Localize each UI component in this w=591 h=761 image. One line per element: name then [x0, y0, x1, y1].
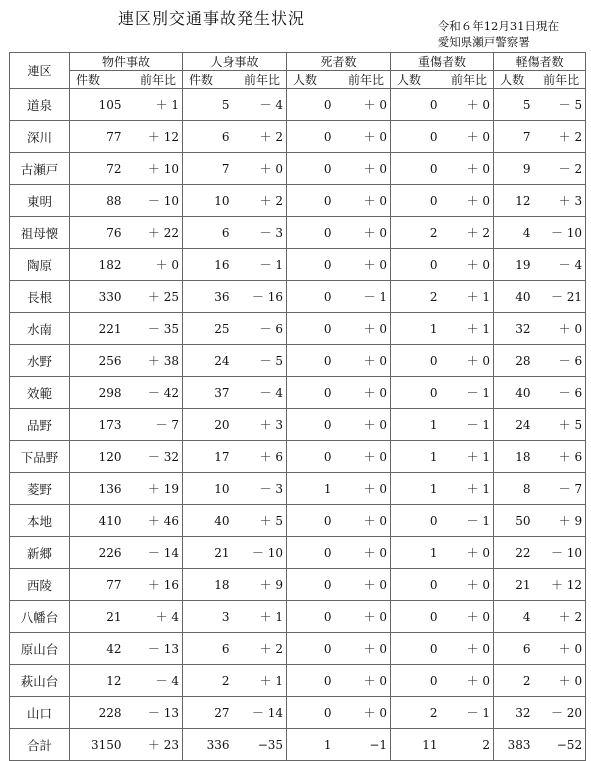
property-count-cell: 12 — [70, 665, 125, 697]
serious-diff-cell: ＋ 1 — [441, 441, 494, 473]
accident-stats-table — [9, 52, 586, 761]
property-count-cell: 77 — [70, 121, 125, 153]
minor-count-cell: 22 — [494, 537, 534, 569]
injury-diff-cell: － 3 — [233, 217, 287, 249]
district-name-cell: 山口 — [10, 697, 70, 729]
deaths-diff-cell: ＋ 0 — [335, 377, 391, 409]
district-header: 連区 — [10, 53, 70, 89]
serious-count-cell: 0 — [391, 505, 441, 537]
injury-count-cell: 6 — [183, 633, 233, 665]
deaths-count-cell: 0 — [287, 665, 335, 697]
property-diff-cell: ＋ 4 — [125, 601, 183, 633]
deaths-count-cell: 1 — [287, 473, 335, 505]
injury-diff-cell: － 4 — [233, 89, 287, 121]
deaths-count-cell: 1 — [287, 729, 335, 761]
serious-diff-cell: ＋ 0 — [441, 153, 494, 185]
minor-diff-cell: ＋ 0 — [534, 313, 586, 345]
district-name-cell: 深川 — [10, 121, 70, 153]
serious-count-cell: 11 — [391, 729, 441, 761]
deaths-diff-cell: － 1 — [335, 281, 391, 313]
serious-count-cell: 1 — [391, 473, 441, 505]
minor-count-cell: 12 — [494, 185, 534, 217]
serious-count-cell: 0 — [391, 633, 441, 665]
deaths-diff-cell: ＋ 0 — [335, 473, 391, 505]
minor-diff-cell: － 10 — [534, 217, 586, 249]
injury-count-cell: 21 — [183, 537, 233, 569]
minor-count-cell: 21 — [494, 569, 534, 601]
district-name-cell: 西陵 — [10, 569, 70, 601]
injury-diff-cell: － 6 — [233, 313, 287, 345]
property-diff-cell: － 14 — [125, 537, 183, 569]
district-name-cell: 八幡台 — [10, 601, 70, 633]
minor-diff-cell: － 2 — [534, 153, 586, 185]
minor-diff-cell: ＋ 9 — [534, 505, 586, 537]
minor-count-cell: 6 — [494, 633, 534, 665]
injury-count-cell: 37 — [183, 377, 233, 409]
table-row — [10, 281, 586, 313]
serious-diff-cell: ＋ 0 — [441, 601, 494, 633]
subheader-injury: 件数 前年比 — [183, 71, 287, 89]
deaths-diff-cell: ＋ 0 — [335, 537, 391, 569]
minor-diff-cell: － 4 — [534, 249, 586, 281]
property-count-cell: 173 — [70, 409, 125, 441]
deaths-count-cell: 0 — [287, 697, 335, 729]
property-count-cell: 120 — [70, 441, 125, 473]
injury-diff-cell: ＋ 3 — [233, 409, 287, 441]
table-row — [10, 569, 586, 601]
property-diff-cell: － 42 — [125, 377, 183, 409]
injury-count-cell: 3 — [183, 601, 233, 633]
property-count-cell: 3150 — [70, 729, 125, 761]
table-row — [10, 633, 586, 665]
serious-diff-cell: 2 — [441, 729, 494, 761]
property-count-cell: 21 — [70, 601, 125, 633]
serious-count-cell: 1 — [391, 313, 441, 345]
injury-count-cell: 27 — [183, 697, 233, 729]
header-sub-row — [10, 71, 586, 89]
district-name-cell: 水南 — [10, 313, 70, 345]
serious-count-cell: 1 — [391, 441, 441, 473]
serious-diff-cell: ＋ 2 — [441, 217, 494, 249]
deaths-diff-cell: ＋ 0 — [335, 569, 391, 601]
minor-count-cell: 4 — [494, 601, 534, 633]
table-row — [10, 697, 586, 729]
page-title: 連区別交通事故発生状況 — [118, 9, 306, 28]
district-name-cell: 原山台 — [10, 633, 70, 665]
deaths-count-cell: 0 — [287, 345, 335, 377]
serious-count-cell: 2 — [391, 697, 441, 729]
property-diff-cell: － 35 — [125, 313, 183, 345]
table-row — [10, 505, 586, 537]
deaths-diff-cell: ＋ 0 — [335, 441, 391, 473]
deaths-diff-cell: ＋ 0 — [335, 153, 391, 185]
property-diff-cell: ＋ 19 — [125, 473, 183, 505]
minor-diff-cell: － 21 — [534, 281, 586, 313]
injury-count-cell: 10 — [183, 185, 233, 217]
deaths-diff-cell: ＋ 0 — [335, 313, 391, 345]
injury-diff-cell: ＋ 9 — [233, 569, 287, 601]
table-row — [10, 345, 586, 377]
property-diff-cell: － 13 — [125, 633, 183, 665]
property-diff-cell: ＋ 0 — [125, 249, 183, 281]
group-header-property: 物件事故 — [70, 53, 183, 71]
injury-diff-cell: −35 — [233, 729, 287, 761]
minor-count-cell: 32 — [494, 313, 534, 345]
minor-count-cell: 40 — [494, 281, 534, 313]
serious-count-cell: 0 — [391, 121, 441, 153]
deaths-count-cell: 0 — [287, 249, 335, 281]
minor-diff-cell: － 6 — [534, 377, 586, 409]
serious-diff-cell: ＋ 0 — [441, 537, 494, 569]
minor-count-cell: 4 — [494, 217, 534, 249]
serious-count-cell: 0 — [391, 569, 441, 601]
property-count-cell: 72 — [70, 153, 125, 185]
serious-diff-cell: － 1 — [441, 377, 494, 409]
property-count-cell: 76 — [70, 217, 125, 249]
serious-diff-cell: － 1 — [441, 409, 494, 441]
injury-diff-cell: ＋ 2 — [233, 185, 287, 217]
serious-count-cell: 0 — [391, 601, 441, 633]
table-row — [10, 441, 586, 473]
deaths-count-cell: 0 — [287, 633, 335, 665]
district-name-cell: 萩山台 — [10, 665, 70, 697]
minor-count-cell: 5 — [494, 89, 534, 121]
property-diff-cell: ＋ 1 — [125, 89, 183, 121]
property-diff-cell: ＋ 10 — [125, 153, 183, 185]
report-meta — [438, 18, 559, 50]
injury-count-cell: 18 — [183, 569, 233, 601]
injury-diff-cell: ＋ 0 — [233, 153, 287, 185]
deaths-diff-cell: −1 — [335, 729, 391, 761]
minor-diff-cell: ＋ 2 — [534, 601, 586, 633]
property-diff-cell: ＋ 12 — [125, 121, 183, 153]
serious-diff-cell: ＋ 0 — [441, 121, 494, 153]
minor-diff-cell: － 5 — [534, 89, 586, 121]
injury-count-cell: 2 — [183, 665, 233, 697]
serious-count-cell: 0 — [391, 185, 441, 217]
injury-diff-cell: － 4 — [233, 377, 287, 409]
property-count-cell: 105 — [70, 89, 125, 121]
minor-count-cell: 9 — [494, 153, 534, 185]
table-row — [10, 249, 586, 281]
as-of-date: 令和６年12月31日現在 — [437, 19, 559, 33]
injury-count-cell: 40 — [183, 505, 233, 537]
minor-diff-cell: ＋ 0 — [534, 665, 586, 697]
serious-diff-cell: ＋ 0 — [441, 249, 494, 281]
property-count-cell: 256 — [70, 345, 125, 377]
district-name-cell: 菱野 — [10, 473, 70, 505]
injury-count-cell: 17 — [183, 441, 233, 473]
table-row — [10, 377, 586, 409]
district-name-cell: 水野 — [10, 345, 70, 377]
deaths-count-cell: 0 — [287, 121, 335, 153]
minor-count-cell: 18 — [494, 441, 534, 473]
injury-count-cell: 7 — [183, 153, 233, 185]
deaths-diff-cell: ＋ 0 — [335, 665, 391, 697]
district-name-cell: 古瀬戸 — [10, 153, 70, 185]
district-name-cell: 東明 — [10, 185, 70, 217]
property-count-cell: 410 — [70, 505, 125, 537]
district-name-cell: 合計 — [10, 729, 70, 761]
serious-diff-cell: ＋ 1 — [441, 313, 494, 345]
organization-name: 愛知県瀬戸警察署 — [437, 35, 530, 49]
group-header-injury: 人身事故 — [183, 53, 287, 71]
deaths-diff-cell: ＋ 0 — [335, 217, 391, 249]
district-name-cell: 祖母懐 — [10, 217, 70, 249]
minor-count-cell: 40 — [494, 377, 534, 409]
injury-count-cell: 24 — [183, 345, 233, 377]
minor-count-cell: 24 — [494, 409, 534, 441]
serious-count-cell: 0 — [391, 89, 441, 121]
minor-count-cell: 7 — [494, 121, 534, 153]
property-diff-cell: ＋ 25 — [125, 281, 183, 313]
injury-diff-cell: － 10 — [233, 537, 287, 569]
property-count-cell: 228 — [70, 697, 125, 729]
property-count-cell: 221 — [70, 313, 125, 345]
minor-diff-cell: ＋ 6 — [534, 441, 586, 473]
deaths-diff-cell: ＋ 0 — [335, 345, 391, 377]
subheader-deaths: 人数 前年比 — [287, 71, 391, 89]
minor-diff-cell: － 20 — [534, 697, 586, 729]
serious-count-cell: 2 — [391, 281, 441, 313]
injury-count-cell: 36 — [183, 281, 233, 313]
deaths-count-cell: 0 — [287, 505, 335, 537]
injury-count-cell: 16 — [183, 249, 233, 281]
minor-diff-cell: ＋ 12 — [534, 569, 586, 601]
minor-count-cell: 2 — [494, 665, 534, 697]
property-diff-cell: ＋ 38 — [125, 345, 183, 377]
minor-diff-cell: ＋ 0 — [534, 633, 586, 665]
minor-diff-cell: ＋ 5 — [534, 409, 586, 441]
serious-count-cell: 0 — [391, 345, 441, 377]
table-row — [10, 89, 586, 121]
table-row — [10, 729, 586, 761]
serious-diff-cell: ＋ 0 — [441, 665, 494, 697]
deaths-count-cell: 0 — [287, 441, 335, 473]
injury-count-cell: 6 — [183, 121, 233, 153]
deaths-count-cell: 0 — [287, 377, 335, 409]
property-diff-cell: ＋ 22 — [125, 217, 183, 249]
injury-diff-cell: ＋ 2 — [233, 121, 287, 153]
subheader-minor: 人数 前年比 — [494, 71, 586, 89]
district-name-cell: 陶原 — [10, 249, 70, 281]
property-diff-cell: － 10 — [125, 185, 183, 217]
serious-count-cell: 1 — [391, 537, 441, 569]
deaths-diff-cell: ＋ 0 — [335, 601, 391, 633]
serious-diff-cell: ＋ 0 — [441, 569, 494, 601]
minor-count-cell: 50 — [494, 505, 534, 537]
district-name-cell: 品野 — [10, 409, 70, 441]
table-row — [10, 185, 586, 217]
serious-count-cell: 0 — [391, 377, 441, 409]
group-header-minor: 軽傷者数 — [494, 53, 586, 71]
injury-diff-cell: ＋ 1 — [233, 665, 287, 697]
property-diff-cell: ＋ 46 — [125, 505, 183, 537]
property-diff-cell: － 32 — [125, 441, 183, 473]
district-name-cell: 道泉 — [10, 89, 70, 121]
deaths-count-cell: 0 — [287, 601, 335, 633]
property-diff-cell: ＋ 23 — [125, 729, 183, 761]
minor-diff-cell: － 6 — [534, 345, 586, 377]
subheader-serious: 人数 前年比 — [391, 71, 494, 89]
serious-diff-cell: － 1 — [441, 697, 494, 729]
serious-diff-cell: ＋ 0 — [441, 89, 494, 121]
table-row — [10, 537, 586, 569]
property-count-cell: 42 — [70, 633, 125, 665]
district-name-cell: 效範 — [10, 377, 70, 409]
minor-diff-cell: － 7 — [534, 473, 586, 505]
serious-diff-cell: － 1 — [441, 505, 494, 537]
deaths-count-cell: 0 — [287, 281, 335, 313]
injury-diff-cell: － 16 — [233, 281, 287, 313]
deaths-count-cell: 0 — [287, 185, 335, 217]
serious-diff-cell: ＋ 1 — [441, 281, 494, 313]
injury-diff-cell: － 1 — [233, 249, 287, 281]
injury-diff-cell: － 3 — [233, 473, 287, 505]
deaths-count-cell: 0 — [287, 537, 335, 569]
serious-count-cell: 2 — [391, 217, 441, 249]
serious-diff-cell: ＋ 0 — [441, 633, 494, 665]
minor-diff-cell: −52 — [534, 729, 586, 761]
serious-count-cell: 0 — [391, 153, 441, 185]
deaths-diff-cell: ＋ 0 — [335, 121, 391, 153]
table-row — [10, 473, 586, 505]
property-count-cell: 330 — [70, 281, 125, 313]
injury-count-cell: 20 — [183, 409, 233, 441]
property-diff-cell: － 7 — [125, 409, 183, 441]
deaths-count-cell: 0 — [287, 153, 335, 185]
serious-count-cell: 1 — [391, 409, 441, 441]
injury-count-cell: 10 — [183, 473, 233, 505]
property-count-cell: 77 — [70, 569, 125, 601]
property-count-cell: 298 — [70, 377, 125, 409]
deaths-count-cell: 0 — [287, 89, 335, 121]
injury-count-cell: 25 — [183, 313, 233, 345]
deaths-diff-cell: ＋ 0 — [335, 89, 391, 121]
minor-count-cell: 28 — [494, 345, 534, 377]
injury-count-cell: 5 — [183, 89, 233, 121]
deaths-diff-cell: ＋ 0 — [335, 249, 391, 281]
injury-diff-cell: ＋ 2 — [233, 633, 287, 665]
property-count-cell: 136 — [70, 473, 125, 505]
property-diff-cell: ＋ 16 — [125, 569, 183, 601]
group-header-deaths: 死者数 — [287, 53, 391, 71]
table-row — [10, 409, 586, 441]
minor-count-cell: 383 — [494, 729, 534, 761]
property-diff-cell: － 13 — [125, 697, 183, 729]
minor-diff-cell: － 10 — [534, 537, 586, 569]
district-name-cell: 下品野 — [10, 441, 70, 473]
serious-count-cell: 0 — [391, 249, 441, 281]
table-row — [10, 601, 586, 633]
serious-diff-cell: ＋ 0 — [441, 345, 494, 377]
injury-count-cell: 336 — [183, 729, 233, 761]
deaths-diff-cell: ＋ 0 — [335, 697, 391, 729]
group-header-serious: 重傷者数 — [391, 53, 494, 71]
table-body — [10, 89, 586, 761]
minor-count-cell: 19 — [494, 249, 534, 281]
deaths-count-cell: 0 — [287, 569, 335, 601]
injury-diff-cell: ＋ 1 — [233, 601, 287, 633]
deaths-count-cell: 0 — [287, 313, 335, 345]
table-row — [10, 153, 586, 185]
property-count-cell: 226 — [70, 537, 125, 569]
serious-diff-cell: ＋ 1 — [441, 473, 494, 505]
table-row — [10, 217, 586, 249]
property-count-cell: 182 — [70, 249, 125, 281]
deaths-diff-cell: ＋ 0 — [335, 409, 391, 441]
deaths-diff-cell: ＋ 0 — [335, 633, 391, 665]
property-count-cell: 88 — [70, 185, 125, 217]
minor-diff-cell: ＋ 2 — [534, 121, 586, 153]
injury-diff-cell: ＋ 6 — [233, 441, 287, 473]
serious-count-cell: 0 — [391, 665, 441, 697]
deaths-diff-cell: ＋ 0 — [335, 185, 391, 217]
deaths-count-cell: 0 — [287, 217, 335, 249]
minor-diff-cell: ＋ 3 — [534, 185, 586, 217]
injury-count-cell: 6 — [183, 217, 233, 249]
injury-diff-cell: － 14 — [233, 697, 287, 729]
district-name-cell: 長根 — [10, 281, 70, 313]
deaths-diff-cell: ＋ 0 — [335, 505, 391, 537]
table-row — [10, 121, 586, 153]
serious-diff-cell: ＋ 0 — [441, 185, 494, 217]
table-row — [10, 313, 586, 345]
subheader-property: 件数 前年比 — [70, 71, 183, 89]
deaths-count-cell: 0 — [287, 409, 335, 441]
injury-diff-cell: ＋ 5 — [233, 505, 287, 537]
property-diff-cell: － 4 — [125, 665, 183, 697]
header-group-row — [10, 53, 586, 71]
district-name-cell: 新郷 — [10, 537, 70, 569]
district-name-cell: 本地 — [10, 505, 70, 537]
injury-diff-cell: － 5 — [233, 345, 287, 377]
minor-count-cell: 32 — [494, 697, 534, 729]
minor-count-cell: 8 — [494, 473, 534, 505]
